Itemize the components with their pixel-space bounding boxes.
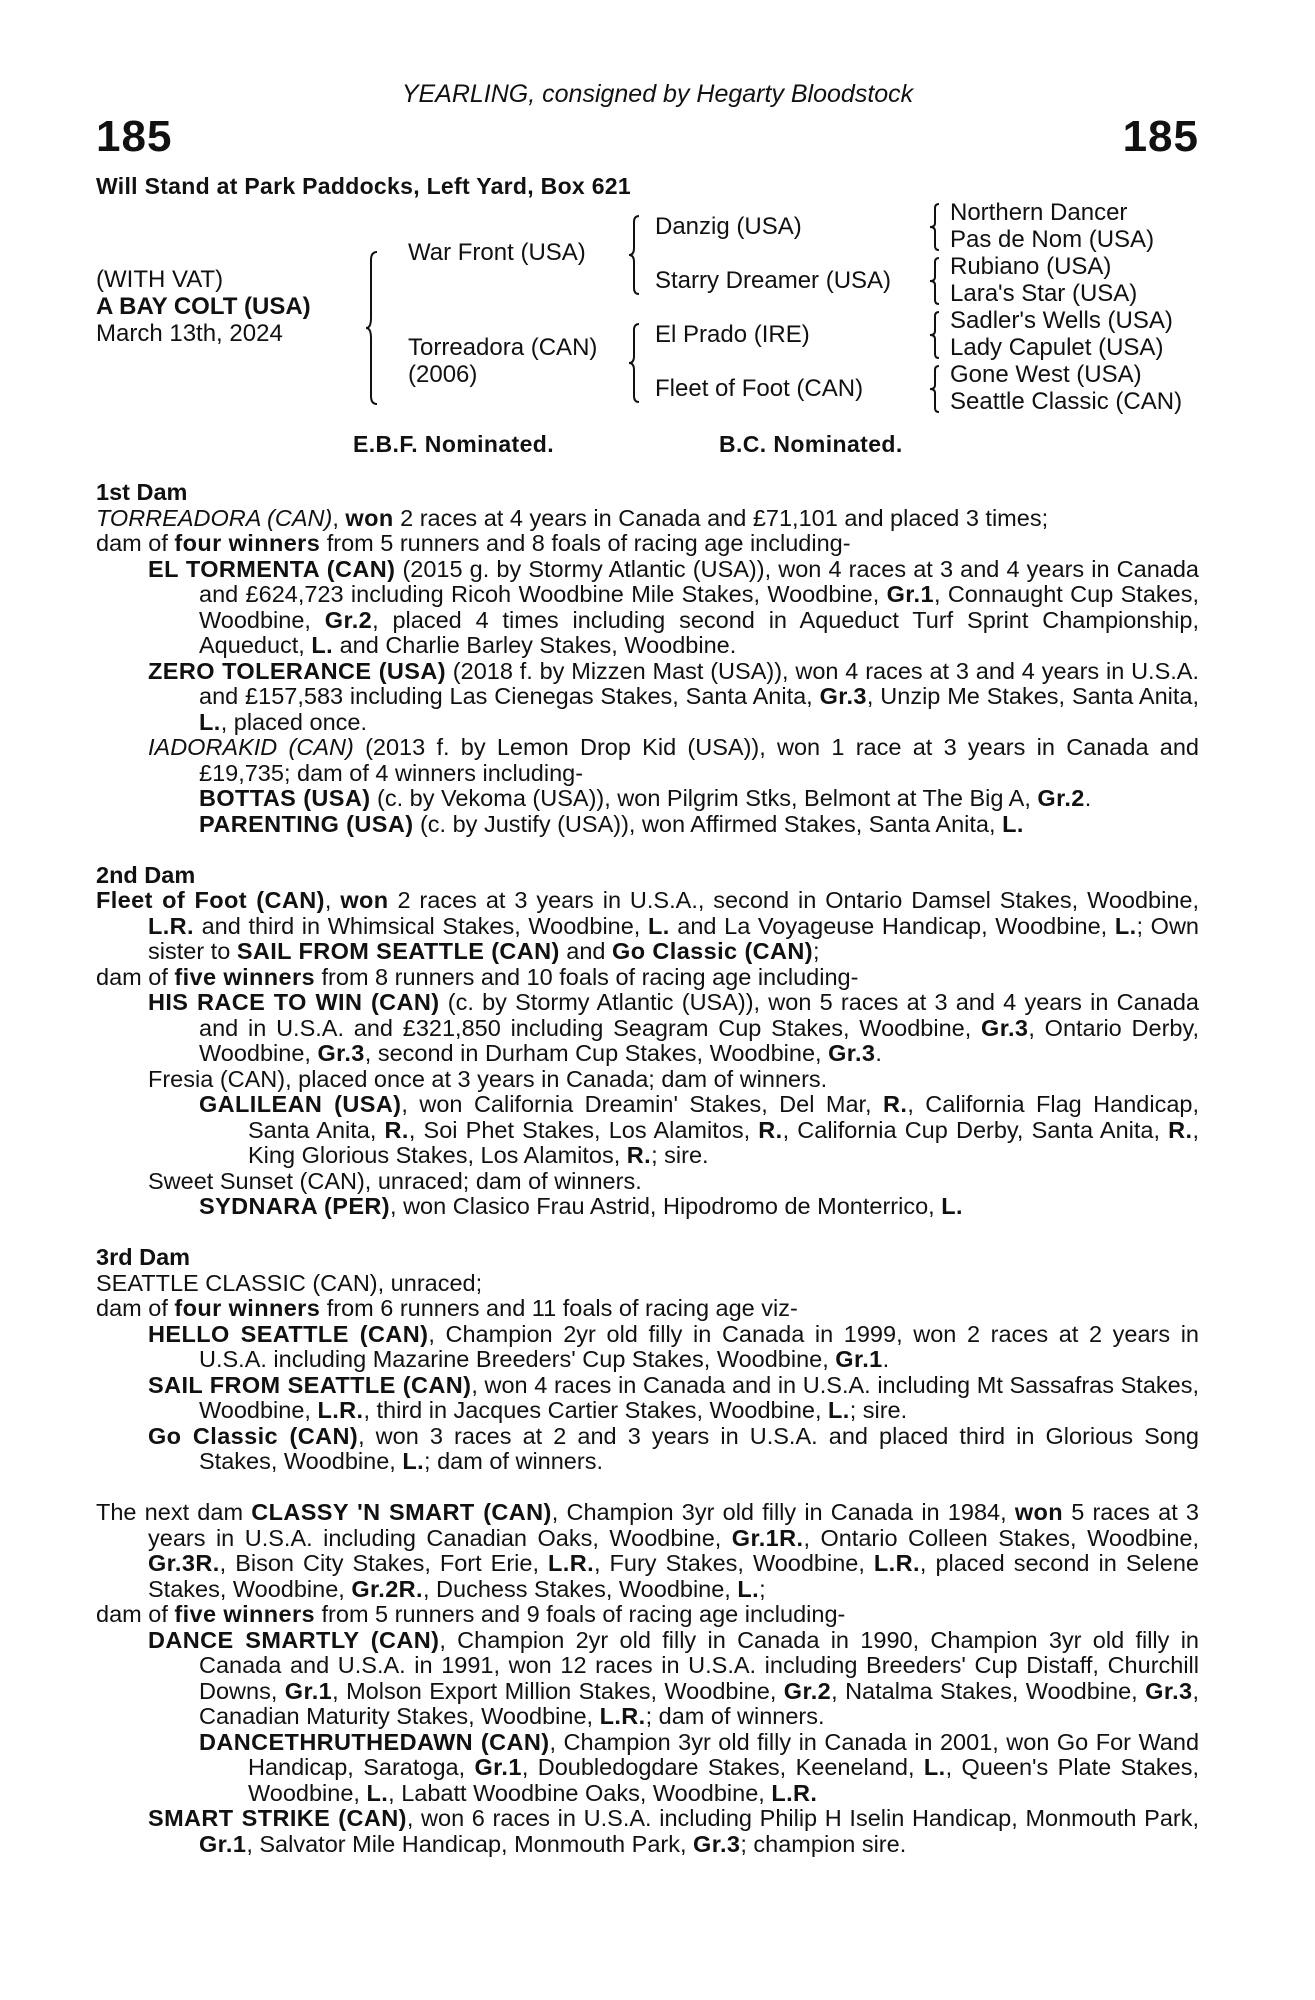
- ancestor-gen4: Lara's Star (USA): [950, 280, 1138, 307]
- gen4-brace-icon: [929, 310, 941, 360]
- text: (c. by Justify (USA)), won Affirmed Stakes, Santa Anita,: [413, 810, 1003, 837]
- text: , won 6 races in U.S.A. including Philip H Iselin Handicap, Monmouth Park,: [406, 1805, 1199, 1831]
- text: , Champion 2yr old filly in Canada in 1999, won 2 races at 2 years in U.S.A. including Mazarine Breeders' Cup Stakes, Woodbine,: [199, 1320, 1199, 1372]
- text: and Charlie Barley Stakes, Woodbine.: [333, 632, 737, 658]
- bold-text: Gr.1: [474, 1754, 522, 1780]
- pedigree-entry: [96, 506, 1199, 532]
- italic-text: TORREADORA (CAN): [96, 504, 333, 531]
- vat-note: (WITH VAT): [96, 266, 224, 293]
- dam-section: [96, 1500, 1199, 1857]
- bold-text: L.R.: [317, 1397, 364, 1423]
- bold-text: Gr.3: [693, 1830, 741, 1857]
- granddam-1: Starry Dreamer (USA): [655, 267, 892, 294]
- text: ; sire.: [651, 1142, 709, 1168]
- bold-text: Gr.3: [317, 1040, 365, 1066]
- pedigree-entry: [96, 965, 1199, 991]
- pedigree-entry: [96, 1628, 1199, 1730]
- bold-text: PARENTING (USA): [199, 810, 414, 837]
- text: ; champion sire.: [740, 1830, 907, 1857]
- granddam-2: Fleet of Foot (CAN): [655, 375, 864, 402]
- text: , won 3 races at 2 and 3 years in U.S.A. and placed third in Glorious Song Stakes, Woodbine,: [199, 1422, 1199, 1474]
- text: , Champion 2yr old filly in Canada in 1990, Champion 3yr old filly in Canada and U.S.A. in 1991, won 12 races in U.S.A. including Breeders' Cup Distaff, Churchill Downs,: [199, 1626, 1200, 1704]
- text: ; dam of winners.: [424, 1448, 603, 1474]
- dam-brace-icon: [628, 322, 642, 404]
- bold-text: won: [1014, 1499, 1064, 1525]
- pedigree-entry: [96, 1067, 1199, 1093]
- bold-text: R.: [758, 1116, 783, 1143]
- text: , placed 4 times including second in Aqueduct Turf Sprint Championship, Aqueduct,: [199, 606, 1200, 658]
- bold-text: L.: [737, 1575, 760, 1602]
- bold-text: Gr.3: [819, 683, 867, 709]
- pedigree-entry: [96, 1271, 1199, 1297]
- pedigree-entry: [96, 557, 1199, 659]
- stand-location: Will Stand at Park Paddocks, Left Yard, Box 621: [96, 173, 631, 199]
- text: The next dam: [96, 1499, 252, 1525]
- text: from 8 runners and 10 foals of racing age including-: [315, 963, 859, 990]
- text: , won California Dreamin' Stakes, Del Mar,: [401, 1091, 884, 1117]
- pedigree-entry: [96, 1806, 1199, 1857]
- pedigree-entry: [96, 1169, 1199, 1195]
- grandsire-2: El Prado (IRE): [655, 321, 810, 348]
- ancestor-gen4: Gone West (USA): [950, 361, 1142, 388]
- ebf-nomination: E.B.F. Nominated.: [353, 431, 555, 457]
- text: , Champion 3yr old filly in Canada in 2001, won Go For Wand Handicap, Saratoga,: [248, 1728, 1200, 1780]
- pedigree-entry: [96, 1602, 1199, 1628]
- text: , Canadian Maturity Stakes, Woodbine,: [199, 1677, 1199, 1729]
- text: .: [875, 1040, 882, 1066]
- bold-text: L.R.: [148, 912, 194, 939]
- bold-text: L.: [828, 1397, 850, 1423]
- text: .: [882, 1346, 890, 1372]
- bold-text: won: [345, 504, 394, 531]
- consignment-line: YEARLING, consigned by Hegarty Bloodstock: [401, 80, 914, 108]
- bold-text: R.: [1168, 1116, 1193, 1143]
- dam-section: [96, 1245, 1199, 1475]
- text: , Connaught Cup Stakes, Woodbine,: [199, 581, 1199, 633]
- bc-nomination: B.C. Nominated.: [719, 431, 903, 457]
- text: , third in Jacques Cartier Stakes, Woodbine,: [363, 1397, 829, 1423]
- pedigree-brace-icon: [365, 250, 381, 406]
- bold-text: Go Classic (CAN): [148, 1422, 359, 1449]
- bold-text: SAIL FROM SEATTLE (CAN): [148, 1371, 472, 1398]
- ancestor-gen4: Seattle Classic (CAN): [950, 388, 1183, 415]
- text: , placed second in Selene Stakes, Woodbine,: [148, 1550, 1199, 1602]
- text: ; dam of winners.: [645, 1703, 825, 1729]
- bold-text: Gr.2: [783, 1677, 832, 1704]
- text: from 5 runners and 8 foals of racing age including-: [320, 530, 851, 556]
- ancestor-gen4: Northern Dancer: [950, 199, 1128, 226]
- bold-text: Gr.3: [1145, 1677, 1193, 1704]
- text: , won 4 races in Canada and in U.S.A. including Mt Sassafras Stakes, Woodbine,: [199, 1371, 1199, 1423]
- ancestor-gen4: Lady Capulet (USA): [950, 334, 1164, 361]
- bold-text: DANCETHRUTHEDAWN (CAN): [199, 1728, 550, 1755]
- text: , placed once.: [220, 708, 368, 735]
- bold-text: L.R.: [599, 1703, 646, 1729]
- bold-text: BOTTAS (USA): [199, 785, 371, 811]
- text: , Unzip Me Stakes, Santa Anita,: [866, 683, 1200, 709]
- gen4-brace-icon: [929, 202, 941, 252]
- bold-text: HIS RACE TO WIN (CAN): [148, 989, 440, 1015]
- text: , Labatt Woodbine Oaks, Woodbine,: [388, 1779, 772, 1806]
- bold-text: HELLO SEATTLE (CAN): [148, 1320, 429, 1347]
- sire-brace-icon: [628, 214, 642, 296]
- text: , Bison City Stakes, Fort Erie,: [219, 1550, 549, 1576]
- text: , Fury Stakes, Woodbine,: [594, 1550, 874, 1576]
- bold-text: L.: [647, 912, 670, 939]
- bold-text: Gr.1R.: [731, 1524, 804, 1551]
- produce-record: [96, 480, 1199, 1857]
- bold-text: GALILEAN (USA): [199, 1091, 402, 1117]
- text: dam of: [96, 1601, 175, 1627]
- text: from 6 runners and 11 foals of racing age viz-: [320, 1295, 798, 1321]
- bold-text: R.: [626, 1142, 652, 1168]
- bold-text: L.: [941, 1193, 963, 1219]
- text: (2015 g. by Stormy Atlantic (USA)), won 4 races at 3 and 4 years in Canada and £624,723 including Ricoh Woodbine Mile Stakes, Woodbine,: [199, 555, 1199, 607]
- text: Fresia (CAN), placed once at 3 years in Canada; dam of winners.: [148, 1065, 828, 1092]
- bold-text: L.: [1114, 912, 1137, 939]
- text: 5 races at 3 years in U.S.A. including Canadian Oaks, Woodbine,: [148, 1499, 1199, 1551]
- pedigree-entry: [96, 1373, 1199, 1424]
- bold-text: L.: [1002, 810, 1024, 837]
- bold-text: Gr.3: [828, 1040, 876, 1066]
- bold-text: L.: [923, 1754, 946, 1780]
- text: , won Clasico Frau Astrid, Hipodromo de Monterrico,: [390, 1193, 942, 1219]
- grandsire-1: Danzig (USA): [655, 213, 802, 240]
- text: dam of: [96, 963, 175, 990]
- bold-text: L.R.: [548, 1550, 594, 1576]
- bold-text: SAIL FROM SEATTLE (CAN): [236, 938, 560, 964]
- bold-text: ZERO TOLERANCE (USA): [148, 657, 446, 684]
- text: from 5 runners and 9 foals of racing age including-: [315, 1601, 846, 1627]
- bold-text: Gr.1: [199, 1830, 247, 1857]
- bold-text: four winners: [174, 530, 321, 556]
- text: , Duchess Stakes, Woodbine,: [423, 1575, 738, 1602]
- bold-text: L.: [199, 708, 221, 735]
- bold-text: Gr.2R.: [351, 1575, 423, 1602]
- sire: War Front (USA): [408, 239, 586, 266]
- dam-year: (2006): [408, 361, 478, 388]
- gen4-brace-icon: [929, 256, 941, 306]
- bold-text: four winners: [174, 1295, 321, 1321]
- text: (2013 f. by Lemon Drop Kid (USA)), won 1 race at 3 years in Canada and £19,735; dam of 4 winners including-: [199, 734, 1199, 786]
- dam-section: [96, 480, 1199, 837]
- text: ,: [332, 504, 346, 531]
- text: (c. by Stormy Atlantic (USA)), won 5 races at 3 and 4 years in Canada and in U.S.A. and £321,850 including Seagram Cup Stakes, Woodbine,: [199, 989, 1199, 1041]
- text: 2 races at 4 years in Canada and £71,101 and placed 3 times;: [393, 504, 1049, 531]
- bold-text: SMART STRIKE (CAN): [148, 1805, 407, 1831]
- text: and third in Whimsical Stakes, Woodbine,: [193, 912, 648, 939]
- bold-text: Gr.3R.: [148, 1550, 220, 1576]
- bold-text: L.R.: [873, 1550, 920, 1576]
- text: , Doubledogdare Stakes, Keeneland,: [521, 1754, 924, 1780]
- text: , Natalma Stakes, Woodbine,: [831, 1677, 1146, 1704]
- text: (2018 f. by Mizzen Mast (USA)), won 4 races at 3 and 4 years in U.S.A. and £157,583 including Las Cienegas Stakes, Santa Anita,: [199, 657, 1199, 709]
- bold-text: L.R.: [771, 1779, 818, 1806]
- pedigree-entry: [96, 1296, 1199, 1322]
- text: , Salvator Mile Handicap, Monmouth Park,: [246, 1830, 694, 1857]
- pedigree-entry: [96, 990, 1199, 1067]
- text: ; Own sister to: [148, 912, 1199, 964]
- pedigree-entry: [96, 659, 1199, 736]
- italic-text: IADORAKID (CAN): [148, 734, 354, 760]
- bold-text: L.: [402, 1448, 425, 1474]
- bold-text: EL TORMENTA (CAN): [148, 555, 396, 582]
- bold-text: five winners: [174, 963, 315, 990]
- pedigree-entry: [96, 1194, 1199, 1220]
- text: ,: [324, 887, 341, 913]
- text: ;: [759, 1575, 766, 1602]
- text: dam of: [96, 1295, 175, 1321]
- bold-text: Go Classic (CAN): [612, 938, 814, 964]
- pedigree-entry: [96, 1500, 1199, 1602]
- bold-text: R.: [384, 1116, 409, 1143]
- text: , Molson Export Million Stakes, Woodbine,: [332, 1677, 784, 1704]
- bold-text: DANCE SMARTLY (CAN): [148, 1626, 440, 1653]
- bold-text: Gr.3: [981, 1014, 1029, 1041]
- text: , King Glorious Stakes, Los Alamitos,: [248, 1116, 1199, 1168]
- bold-text: Gr.1: [835, 1346, 883, 1372]
- text: , California Flag Handicap, Santa Anita,: [248, 1091, 1199, 1143]
- text: and La Voyageuse Handicap, Woodbine,: [669, 912, 1115, 939]
- ancestor-gen4: Sadler's Wells (USA): [950, 307, 1173, 334]
- text: and: [559, 938, 613, 964]
- text: SEATTLE CLASSIC (CAN), unraced;: [96, 1269, 483, 1296]
- pedigree-entry: [96, 531, 1199, 557]
- bold-text: Gr.2: [1037, 785, 1085, 811]
- lot-number-right: 185: [1122, 112, 1199, 161]
- section-heading: 3rd Dam: [96, 1244, 191, 1270]
- bold-text: SYDNARA (PER): [199, 1193, 391, 1219]
- pedigree-entry: [96, 812, 1199, 838]
- bold-text: Gr.1: [284, 1677, 333, 1704]
- pedigree-entry: [96, 786, 1199, 812]
- bold-text: Gr.2: [324, 606, 373, 633]
- foaling-date: March 13th, 2024: [96, 320, 283, 347]
- text: , Soi Phet Stakes, Los Alamitos,: [408, 1116, 759, 1143]
- lot-name: A BAY COLT (USA): [96, 293, 311, 320]
- text: ;: [813, 938, 820, 964]
- text: ; sire.: [849, 1397, 908, 1423]
- text: dam of: [96, 530, 175, 556]
- bold-text: R.: [883, 1091, 908, 1117]
- text: , Ontario Colleen Stakes, Woodbine,: [803, 1524, 1199, 1551]
- text: , second in Durham Cup Stakes, Woodbine,: [364, 1040, 829, 1066]
- bold-text: L.: [311, 632, 334, 658]
- text: , Ontario Derby, Woodbine,: [199, 1014, 1199, 1066]
- pedigree-entry: [96, 888, 1199, 965]
- pedigree-entry: [96, 1092, 1199, 1169]
- ancestor-gen4: Pas de Nom (USA): [950, 226, 1155, 253]
- pedigree-entry: [96, 1322, 1199, 1373]
- pedigree-entry: [96, 1424, 1199, 1475]
- dam-section: [96, 863, 1199, 1220]
- pedigree-entry: [96, 1730, 1199, 1807]
- section-heading: 1st Dam: [96, 479, 188, 505]
- bold-text: L.: [366, 1779, 389, 1806]
- text: , Queen's Plate Stakes, Woodbine,: [248, 1754, 1199, 1806]
- bold-text: Gr.1: [886, 581, 934, 607]
- text: , California Cup Derby, Santa Anita,: [782, 1116, 1169, 1143]
- section-heading: 2nd Dam: [96, 861, 196, 888]
- text: (c. by Vekoma (USA)), won Pilgrim Stks, Belmont at The Big A,: [370, 785, 1038, 811]
- pedigree-entry: [96, 735, 1199, 786]
- bold-text: won: [340, 887, 389, 913]
- text: , Champion 3yr old filly in Canada in 1984,: [551, 1499, 1015, 1525]
- ancestor-gen4: Rubiano (USA): [950, 253, 1112, 280]
- bold-text: five winners: [174, 1601, 315, 1627]
- text: .: [1084, 785, 1092, 811]
- text: 2 races at 3 years in U.S.A., second in Ontario Damsel Stakes, Woodbine,: [388, 887, 1199, 913]
- bold-text: Fleet of Foot (CAN): [96, 887, 325, 913]
- lot-number-left: 185: [96, 112, 173, 161]
- bold-text: CLASSY 'N SMART (CAN): [251, 1499, 552, 1525]
- dam: Torreadora (CAN): [408, 334, 598, 361]
- text: Sweet Sunset (CAN), unraced; dam of winners.: [148, 1167, 642, 1194]
- gen4-brace-icon: [929, 364, 941, 414]
